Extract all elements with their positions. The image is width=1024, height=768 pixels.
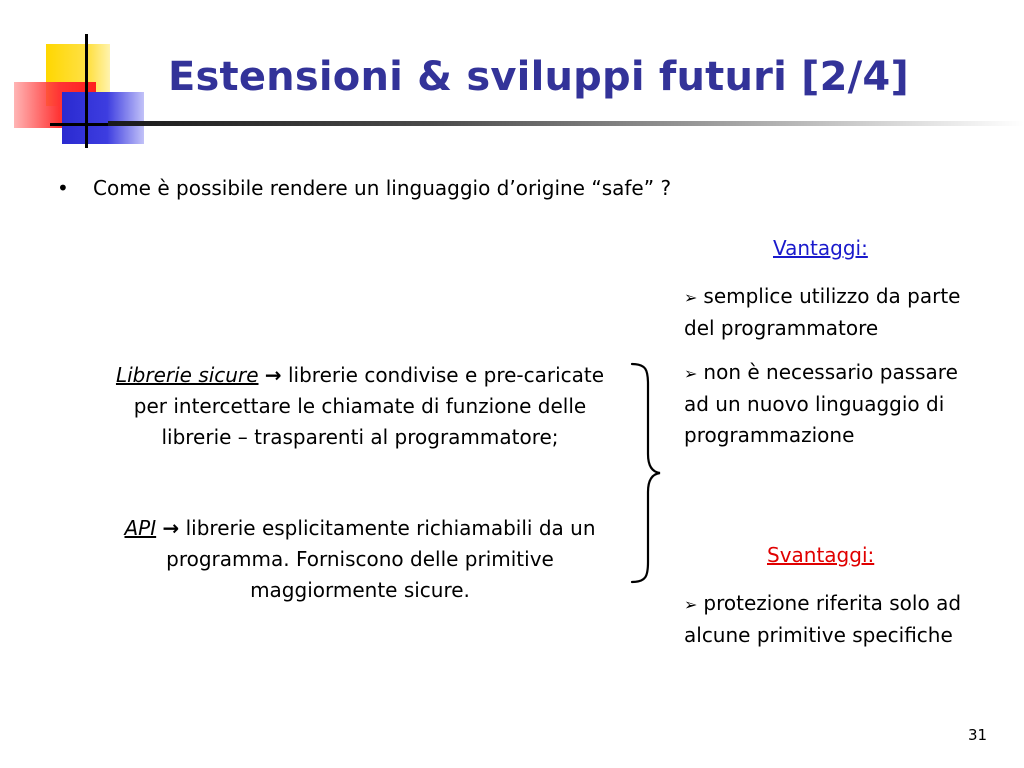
- horizontal-line-deco: [50, 123, 108, 126]
- svantaggi-item: [684, 588, 984, 651]
- bullet-question: Come è possibile rendere un linguaggio d’origine “safe” ?: [93, 176, 672, 200]
- right-arrow-icon: →: [162, 516, 180, 540]
- librerie-sicure-block: [110, 360, 610, 453]
- bullet-marker: •: [57, 176, 69, 200]
- title-underline-rule: [108, 121, 1024, 126]
- api-description: librerie esplicitamente richiamabili da un programma. Forniscono delle primitive maggiormente sicure.: [166, 516, 596, 602]
- arrowhead-bullet-icon: ➢: [684, 288, 698, 307]
- vantaggi-item: [684, 281, 984, 344]
- librerie-sicure-description: librerie condivise e pre-caricate per intercettare le chiamate di funzione delle librerie – trasparenti al programmatore;: [133, 363, 605, 449]
- vantaggi-heading: Vantaggi:: [773, 236, 868, 260]
- term-librerie-sicure: Librerie sicure: [115, 363, 259, 387]
- arrowhead-bullet-icon: ➢: [684, 364, 698, 383]
- vantaggi-item-text: semplice utilizzo da parte del programmatore: [684, 284, 961, 340]
- term-api: API: [124, 516, 157, 540]
- right-curly-brace-icon: [628, 362, 662, 584]
- page-number: 31: [968, 726, 988, 744]
- vantaggi-item-text: non è necessario passare ad un nuovo linguaggio di programmazione: [684, 360, 958, 447]
- blue-square-deco: [62, 92, 144, 144]
- svantaggi-item-text: protezione riferita solo ad alcune primitive specifiche: [684, 591, 962, 647]
- api-block: [100, 513, 620, 606]
- svantaggi-heading: Svantaggi:: [767, 543, 875, 567]
- vertical-line-deco: [85, 34, 88, 148]
- right-arrow-icon: →: [264, 363, 282, 387]
- arrowhead-bullet-icon: ➢: [684, 595, 698, 614]
- page-title: Estensioni & sviluppi futuri [2/4]: [168, 54, 909, 100]
- vantaggi-item: [684, 357, 984, 451]
